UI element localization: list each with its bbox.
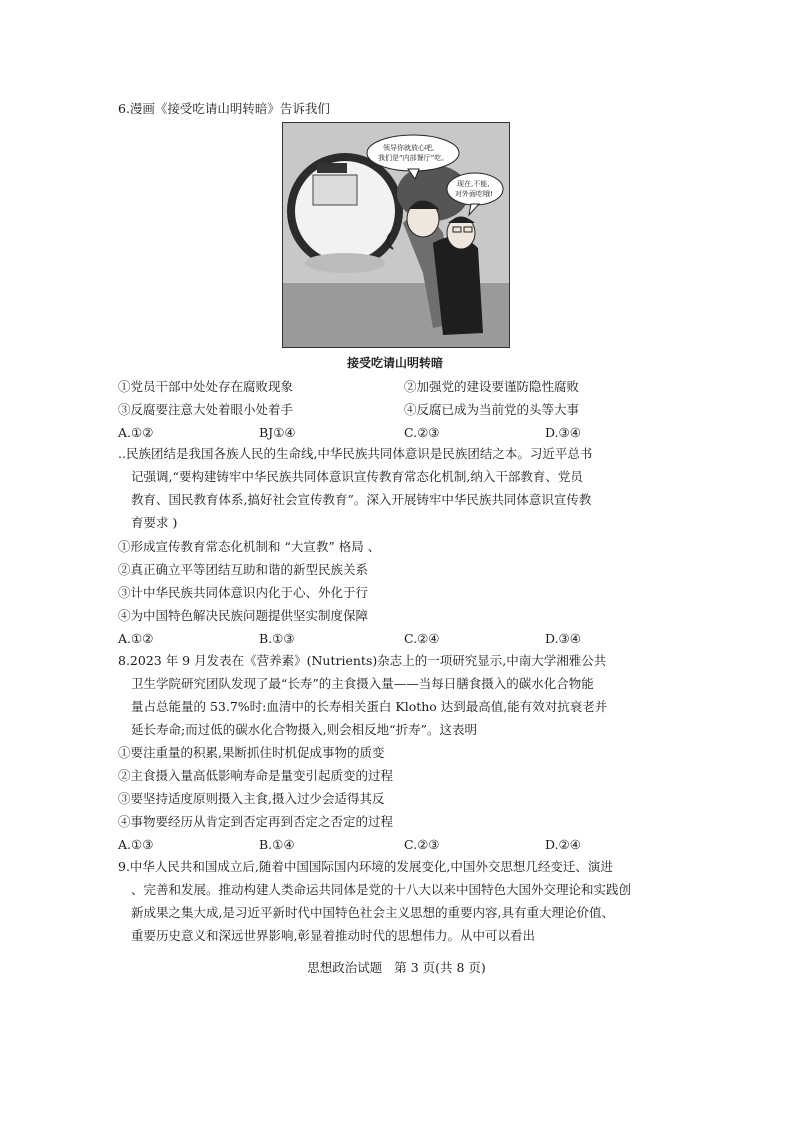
q8-item-1: ①要注重量的积累,果断抓住时机促成事物的质变 xyxy=(118,745,385,760)
q9-line-1: 9.中华人民共和国成立后,随着中国国际国内环境的发展变化,中国外交思想几经变迁、演进 xyxy=(118,859,613,874)
q6-choice-a: A.①② xyxy=(118,425,154,440)
q7-item-1: ①形成宣传教育常态化机制和 “大宣教” 格局 、 xyxy=(118,539,381,554)
q6-choice-c: C.②③ xyxy=(404,425,440,440)
cartoon-drawing xyxy=(283,123,509,347)
q8-line-2: 卫生学院研究团队发现了最“长寿”的主食摄入量——当每日膳食摄入的碳水化合物能 xyxy=(131,676,594,691)
q9-line-4: 重要历史意义和深远世界影响,彰显着推动时代的思想伟力。从中可以看出 xyxy=(131,928,535,943)
cartoon-image xyxy=(282,122,510,348)
bubble1-line1: 领导你就放心吧, xyxy=(383,144,435,152)
q8-item-2: ②主食摄入量高低影响寿命是量变引起质变的过程 xyxy=(118,768,394,783)
q6-choice-d: D.③④ xyxy=(545,425,581,440)
q7-choice-d: D.③④ xyxy=(545,631,581,646)
q9-line-3: 新成果之集大成,是习近平新时代中国特色社会主义思想的重要内容,具有重大理论价值、 xyxy=(131,905,614,920)
q8-item-4: ④事物要经历从肯定到否定再到否定之否定的过程 xyxy=(118,814,394,829)
q7-line-3: 教育、国民教育体系,搞好社会宣传教育”。深入开展铸牢中华民族共同体意识宣传教 xyxy=(131,492,592,507)
page-footer xyxy=(0,959,793,977)
q8-line-4: 延长寿命;而过低的碳水化合物摄入,则会相反地“折寿”。这表明 xyxy=(131,722,477,737)
q7-item-3: ③计中华民族共同体意识内化于心、外化于行 xyxy=(118,585,369,600)
q7-line-1: ..民族团结是我国各族人民的生命线,中华民族共同体意识是民族团结之本。习近平总书 xyxy=(118,446,593,461)
q8-choice-b: B.①④ xyxy=(259,837,295,852)
q6-item-4: ④反腐已成为当前党的头等大事 xyxy=(404,402,580,417)
bubble2-line1: 现在,不能, xyxy=(457,180,490,188)
q7-item-4: ④为中国特色解决民族问题提供坚实制度保障 xyxy=(118,608,369,623)
q7-item-2: ②真正确立平等团结互助和谐的新型民族关系 xyxy=(118,562,369,577)
q7-choice-c: C.②④ xyxy=(404,631,440,646)
q6-choice-b: BJ①④ xyxy=(259,425,296,440)
q7-line-4: 育要求 ) xyxy=(131,515,178,530)
bubble2-line2: 对外面吃哦! xyxy=(455,190,493,198)
footer-page-number: 第 3 页(共 8 页) xyxy=(394,960,486,975)
footer-subject: 思想政治试题 xyxy=(307,960,383,975)
q8-line-1: 8.2023 年 9 月发表在《营养素》(Nutrients)杂志上的一项研究显示,中南大学湘雅公共 xyxy=(118,653,607,668)
q8-choice-a: A.①③ xyxy=(118,837,154,852)
q7-choice-b: B.①③ xyxy=(259,631,295,646)
q7-line-2: 记强调,“要构建铸牢中华民族共同体意识宣传教育常态化机制,纳入干部教育、党员 xyxy=(131,469,583,484)
q6-stem: 6.漫画《接受吃请山明转暗》告诉我们 xyxy=(118,101,330,116)
q8-item-3: ③要坚持适度原则摄入主食,摄入过少会适得其反 xyxy=(118,791,385,806)
q8-choice-c: C.②③ xyxy=(404,837,440,852)
q8-line-3: 量占总能量的 53.7%时:血清中的长寿相关蛋白 Klotho 达到最高值,能有效对抗衰老并 xyxy=(131,699,608,714)
q6-item-1: ①党员干部中处处存在腐败现象 xyxy=(118,379,294,394)
q7-choice-a: A.①② xyxy=(118,631,154,646)
q6-item-3: ③反腐要注意大处着眼小处着手 xyxy=(118,402,294,417)
q9-line-2: 、完善和发展。推动构建人类命运共同体是党的十八大以来中国特色大国外交理论和实践创 xyxy=(131,882,632,897)
bubble1-line2: 我们是“内部餐厅”吃。 xyxy=(378,154,449,162)
q8-choice-d: D.②④ xyxy=(545,837,581,852)
cartoon-caption: 接受吃请山明转暗 xyxy=(346,356,443,370)
q6-item-2: ②加强党的建设要谨防隐性腐败 xyxy=(404,379,580,394)
